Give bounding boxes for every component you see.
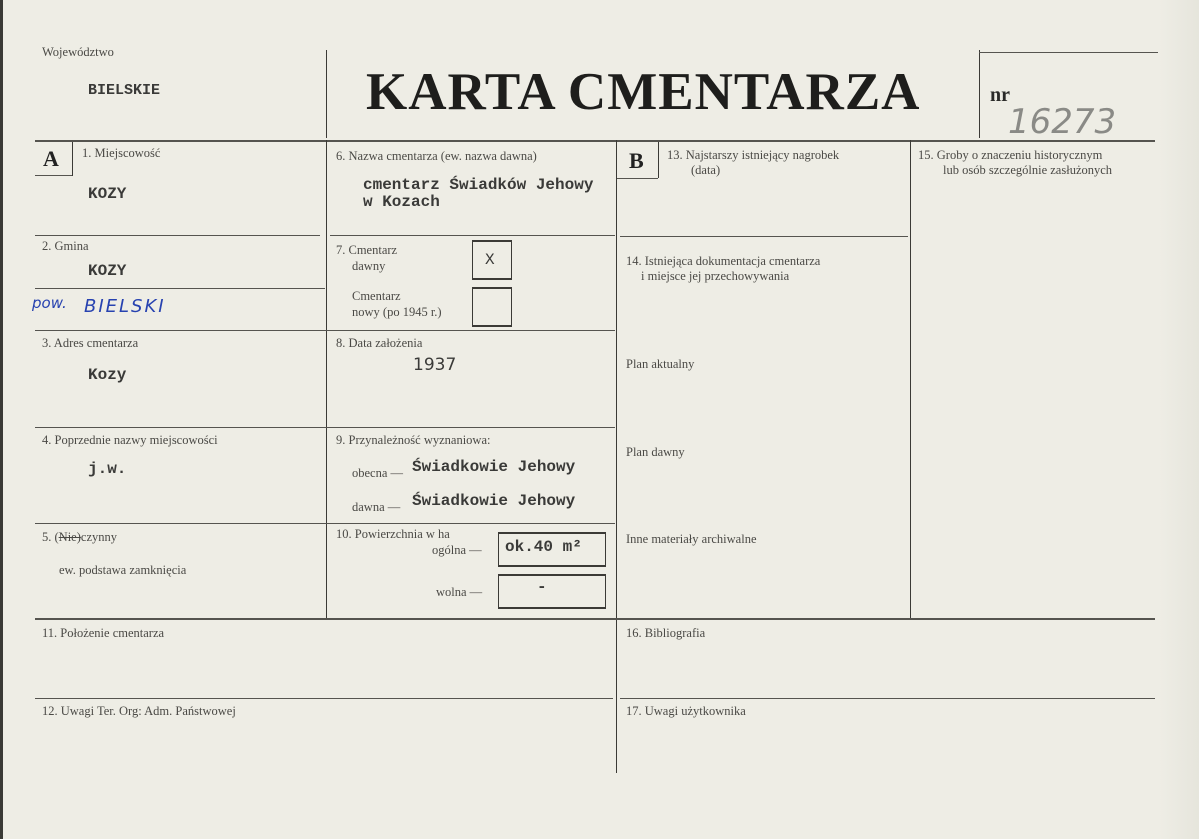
current-plan-label: Plan aktualny [626,357,695,371]
new-cemetery-checkbox[interactable] [472,287,512,327]
user-notes-label: 17. Uwagi użytkownika [626,704,746,718]
commune-value: KOZY [88,262,127,280]
admin-notes-label: 12. Uwagi Ter. Org: Adm. Państwowej [42,704,236,718]
former-names-label: 4. Poprzednie nazwy miejscowości [42,433,218,447]
paper-edge [1159,0,1199,839]
scan-edge [0,0,3,839]
area-label: 10. Powierzchnia w ha [336,527,450,541]
old-cemetery-label: dawny [352,259,386,273]
documentation-label-2: i miejsce jej przechowywania [641,269,790,283]
county-value: BIELSKI [84,296,166,317]
area-total-field[interactable] [498,532,606,567]
area-total-label: ogólna — [432,543,482,557]
area-free-field[interactable] [498,574,606,609]
area-total-value: ok.40 m² [505,538,582,556]
area-free-value: - [537,578,547,596]
denomination-label: 9. Przynależność wyznaniowa: [336,433,491,447]
area-free-label: wolna — [436,585,483,599]
historic-graves-label-2: lub osób szczególnie zasłużonych [943,163,1113,177]
section-a-marker: A [43,146,59,171]
archival-materials-label: Inne materiały archiwalne [626,532,757,546]
founding-date-label: 8. Data założenia [336,336,423,350]
locality-label: 1. Miejscowość [82,146,161,160]
checkbox-mark: X [485,251,495,269]
denomination-current-label: obecna — [352,466,404,480]
bibliography-label: 16. Bibliografia [626,626,706,640]
founding-date-value: 1937 [413,355,457,375]
former-names-value: j.w. [88,460,127,478]
voivodeship-value: BIELSKIE [88,82,161,99]
county-prefix: pow. [32,294,67,312]
closure-basis-label: ew. podstawa zamknięcia [59,563,187,577]
denomination-former-value: Świadkowie Jehowy [412,492,576,510]
old-cemetery-checkbox[interactable] [472,240,512,280]
section-b-marker: B [629,148,644,173]
new-cemetery-label-2: nowy (po 1945 r.) [352,305,442,319]
denomination-current-value: Świadkowie Jehowy [412,458,576,476]
active-label: 5. (Nie)czynny [42,530,117,544]
cemetery-name-value-2: w Kozach [363,193,440,211]
documentation-label-1: 14. Istniejąca dokumentacja cmentarza [626,254,821,268]
locality-value: KOZY [88,185,127,203]
location-label: 11. Położenie cmentarza [42,626,165,640]
voivodeship-label: Województwo [42,45,114,59]
historic-graves-label-1: 15. Groby o znaczeniu historycznym [918,148,1103,162]
address-value: Kozy [88,366,127,384]
cemetery-type-label: 7. Cmentarz [336,243,398,257]
commune-label: 2. Gmina [42,239,89,253]
oldest-tomb-label-2: (data) [691,163,721,177]
old-plan-label: Plan dawny [626,445,685,459]
page-title: KARTA CMENTARZA [366,63,921,121]
address-label: 3. Adres cmentarza [42,336,139,350]
number-label: nr [990,84,1010,106]
oldest-tomb-label-1: 13. Najstarszy istniejący nagrobek [667,148,840,162]
denomination-former-label: dawna — [352,500,401,514]
cemetery-name-value-1: cmentarz Świadków Jehowy [363,176,594,194]
card-number: 16273 [1008,102,1117,142]
cemetery-name-label: 6. Nazwa cmentarza (ew. nazwa dawna) [336,149,537,163]
new-cemetery-label-1: Cmentarz [352,289,401,303]
